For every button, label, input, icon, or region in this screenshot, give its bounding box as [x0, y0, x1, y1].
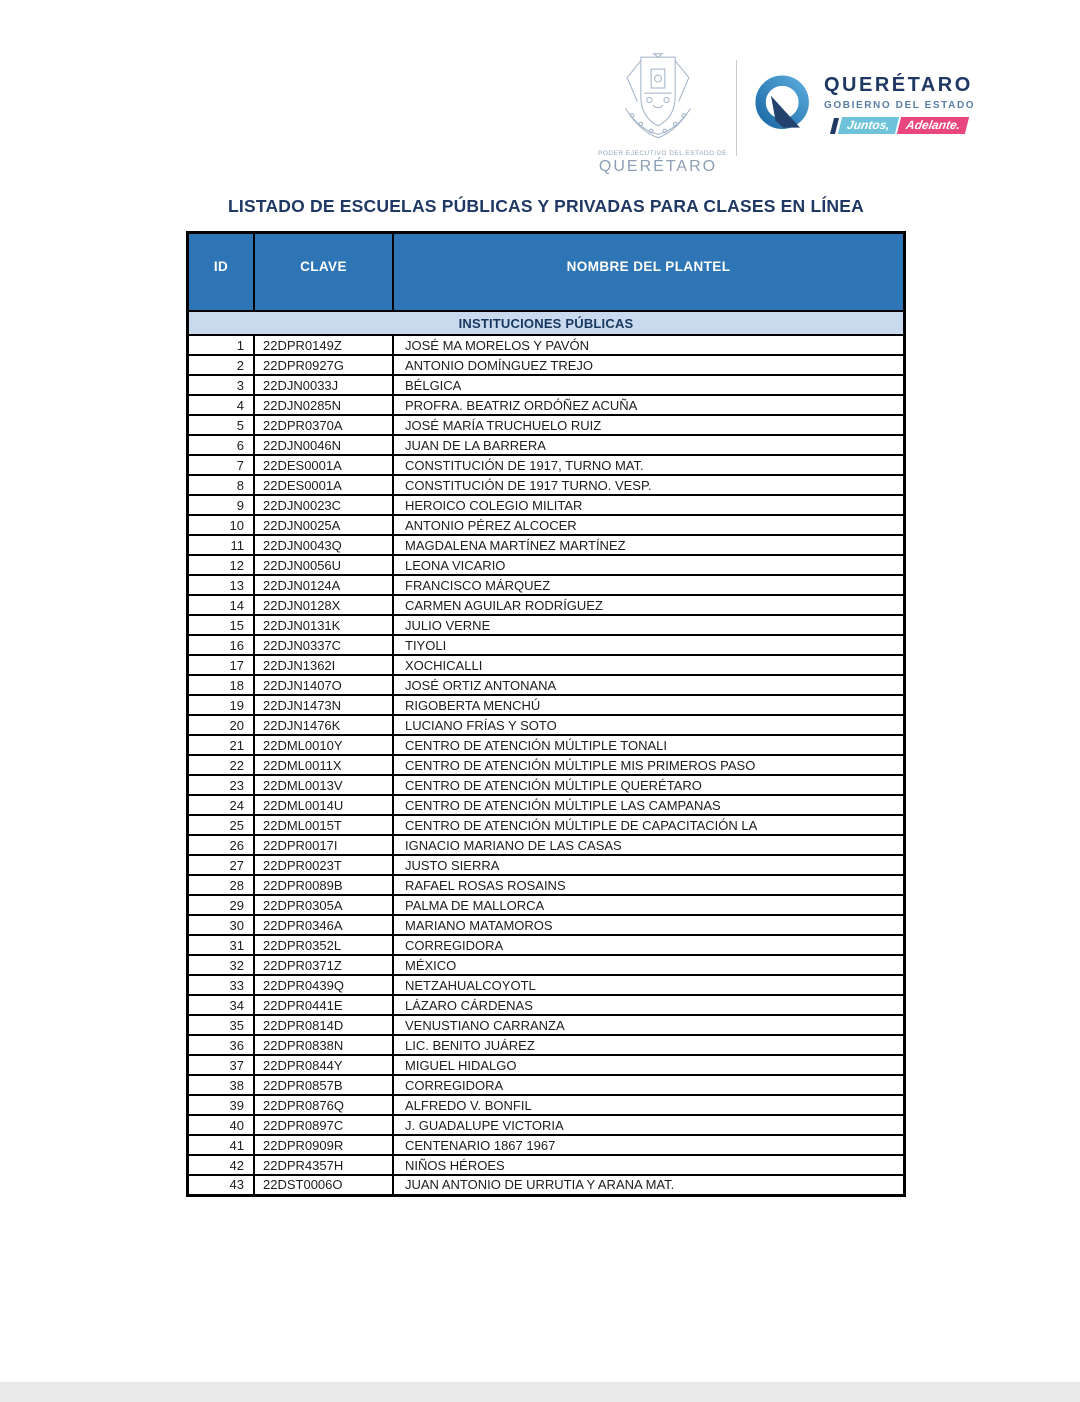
row-clave: 22DPR0089B	[254, 875, 393, 895]
brand-subtitle: GOBIERNO DEL ESTADO	[824, 100, 976, 111]
section-title: INSTITUCIONES PÚBLICAS	[188, 311, 905, 335]
table-row	[188, 915, 905, 935]
row-id: 40	[188, 1115, 255, 1135]
row-nombre: LUCIANO FRÍAS Y SOTO	[393, 715, 905, 735]
row-clave: 22DES0001A	[254, 475, 393, 495]
row-id: 29	[188, 895, 255, 915]
row-nombre: LIC. BENITO JUÁREZ	[393, 1035, 905, 1055]
row-id: 28	[188, 875, 255, 895]
table-row	[188, 375, 905, 395]
row-nombre: CENTRO DE ATENCIÓN MÚLTIPLE TONALI	[393, 735, 905, 755]
row-nombre: JULIO VERNE	[393, 615, 905, 635]
table-row	[188, 455, 905, 475]
row-nombre: XOCHICALLI	[393, 655, 905, 675]
table-row	[188, 715, 905, 735]
row-nombre: ANTONIO PÉREZ ALCOCER	[393, 515, 905, 535]
row-nombre: MAGDALENA MARTÍNEZ MARTÍNEZ	[393, 535, 905, 555]
row-id: 8	[188, 475, 255, 495]
row-clave: 22DML0015T	[254, 815, 393, 835]
row-clave: 22DPR0149Z	[254, 335, 393, 355]
row-clave: 22DJN1407O	[254, 675, 393, 695]
row-clave: 22DPR0897C	[254, 1115, 393, 1135]
row-id: 2	[188, 355, 255, 375]
state-crest-block	[598, 52, 727, 176]
brand-name: QUERÉTARO	[824, 74, 973, 96]
row-nombre: IGNACIO MARIANO DE LAS CASAS	[393, 835, 905, 855]
row-nombre: MIGUEL HIDALGO	[393, 1055, 905, 1075]
table-row	[188, 595, 905, 615]
row-nombre: VENUSTIANO CARRANZA	[393, 1015, 905, 1035]
table-row	[188, 795, 905, 815]
table-row	[188, 475, 905, 495]
row-nombre: HEROICO COLEGIO MILITAR	[393, 495, 905, 515]
row-nombre: JUAN ANTONIO DE URRUTIA Y ARANA MAT.	[393, 1175, 905, 1195]
row-clave: 22DJN0337C	[254, 635, 393, 655]
row-id: 31	[188, 935, 255, 955]
table-row	[188, 775, 905, 795]
column-header-nombre: NOMBRE DEL PLANTEL	[393, 233, 905, 312]
table-row	[188, 615, 905, 635]
row-nombre: CENTRO DE ATENCIÓN MÚLTIPLE MIS PRIMEROS PASO	[393, 755, 905, 775]
row-id: 21	[188, 735, 255, 755]
table-row	[188, 675, 905, 695]
row-clave: 22DJN0025A	[254, 515, 393, 535]
row-nombre: J. GUADALUPE VICTORIA	[393, 1115, 905, 1135]
row-nombre: CARMEN AGUILAR RODRÍGUEZ	[393, 595, 905, 615]
queretaro-q-logo-icon	[755, 74, 815, 143]
table-row	[188, 395, 905, 415]
row-nombre: MARIANO MATAMOROS	[393, 915, 905, 935]
table-row	[188, 655, 905, 675]
row-clave: 22DJN1473N	[254, 695, 393, 715]
row-clave: 22DPR0844Y	[254, 1055, 393, 1075]
row-clave: 22DJN0128X	[254, 595, 393, 615]
row-clave: 22DPR0023T	[254, 855, 393, 875]
page-header	[598, 52, 998, 192]
row-clave: 22DPR0352L	[254, 935, 393, 955]
table-row	[188, 335, 905, 355]
row-id: 39	[188, 1095, 255, 1115]
row-nombre: LÁZARO CÁRDENAS	[393, 995, 905, 1015]
row-id: 33	[188, 975, 255, 995]
row-id: 18	[188, 675, 255, 695]
column-header-clave: CLAVE	[254, 233, 393, 312]
row-id: 30	[188, 915, 255, 935]
row-id: 20	[188, 715, 255, 735]
row-id: 24	[188, 795, 255, 815]
row-id: 43	[188, 1175, 255, 1195]
row-clave: 22DJN0285N	[254, 395, 393, 415]
table-row	[188, 695, 905, 715]
table-row	[188, 1115, 905, 1135]
table-row	[188, 835, 905, 855]
row-clave: 22DJN1362I	[254, 655, 393, 675]
row-clave: 22DPR0017I	[254, 835, 393, 855]
table-row	[188, 435, 905, 455]
row-nombre: NIÑOS HÉROES	[393, 1155, 905, 1175]
row-id: 7	[188, 455, 255, 475]
row-id: 15	[188, 615, 255, 635]
table-row	[188, 535, 905, 555]
row-id: 19	[188, 695, 255, 715]
row-id: 12	[188, 555, 255, 575]
row-id: 6	[188, 435, 255, 455]
table-row	[188, 755, 905, 775]
row-clave: 22DES0001A	[254, 455, 393, 475]
row-nombre: ANTONIO DOMÍNGUEZ TREJO	[393, 355, 905, 375]
row-nombre: LEONA VICARIO	[393, 555, 905, 575]
row-nombre: JOSÉ ORTIZ ANTONANA	[393, 675, 905, 695]
row-nombre: CORREGIDORA	[393, 935, 905, 955]
row-id: 17	[188, 655, 255, 675]
table-row	[188, 995, 905, 1015]
table-row	[188, 1155, 905, 1175]
row-nombre: RIGOBERTA MENCHÚ	[393, 695, 905, 715]
row-clave: 22DJN0023C	[254, 495, 393, 515]
row-clave: 22DST0006O	[254, 1175, 393, 1195]
row-nombre: PROFRA. BEATRIZ ORDÓÑEZ ACUÑA	[393, 395, 905, 415]
schools-table	[186, 231, 906, 1197]
row-nombre: BÉLGICA	[393, 375, 905, 395]
government-brand-block	[755, 52, 975, 143]
crest-caption-small: PODER EJECUTIVO DEL ESTADO DE	[598, 150, 727, 157]
row-clave: 22DPR0838N	[254, 1035, 393, 1055]
row-clave: 22DJN1476K	[254, 715, 393, 735]
table-row	[188, 555, 905, 575]
table-row	[188, 1175, 905, 1195]
logo-divider	[736, 60, 737, 156]
row-nombre: CONSTITUCIÓN DE 1917 TURNO. VESP.	[393, 475, 905, 495]
row-clave: 22DPR0346A	[254, 915, 393, 935]
table-row	[188, 1055, 905, 1075]
row-id: 34	[188, 995, 255, 1015]
row-clave: 22DPR0439Q	[254, 975, 393, 995]
row-nombre: JOSÉ MARÍA TRUCHUELO RUIZ	[393, 415, 905, 435]
row-nombre: PALMA DE MALLORCA	[393, 895, 905, 915]
table-row	[188, 975, 905, 995]
table-row	[188, 495, 905, 515]
row-id: 22	[188, 755, 255, 775]
row-id: 37	[188, 1055, 255, 1075]
table-row	[188, 815, 905, 835]
crest-caption-large: QUERÉTARO	[598, 158, 718, 175]
row-nombre: FRANCISCO MÁRQUEZ	[393, 575, 905, 595]
row-id: 9	[188, 495, 255, 515]
section-row	[188, 311, 905, 335]
row-clave: 22DML0011X	[254, 755, 393, 775]
table-row	[188, 1095, 905, 1115]
table-row	[188, 735, 905, 755]
table-row	[188, 855, 905, 875]
table-row	[188, 635, 905, 655]
row-id: 11	[188, 535, 255, 555]
table-row	[188, 575, 905, 595]
row-id: 26	[188, 835, 255, 855]
row-clave: 22DPR0441E	[254, 995, 393, 1015]
row-id: 16	[188, 635, 255, 655]
row-nombre: CENTENARIO 1867 1967	[393, 1135, 905, 1155]
row-nombre: TIYOLI	[393, 635, 905, 655]
row-clave: 22DJN0056U	[254, 555, 393, 575]
row-id: 4	[188, 395, 255, 415]
row-id: 36	[188, 1035, 255, 1055]
tagline-juntos: Juntos,	[838, 117, 899, 134]
row-id: 35	[188, 1015, 255, 1035]
queretaro-crest-icon	[598, 52, 718, 148]
row-clave: 22DML0014U	[254, 795, 393, 815]
table-row	[188, 1135, 905, 1155]
row-id: 14	[188, 595, 255, 615]
table-header	[188, 233, 905, 312]
table-body	[188, 335, 905, 1195]
row-id: 23	[188, 775, 255, 795]
row-id: 38	[188, 1075, 255, 1095]
row-clave: 22DPR0814D	[254, 1015, 393, 1035]
row-nombre: ALFREDO V. BONFIL	[393, 1095, 905, 1115]
row-clave: 22DPR0305A	[254, 895, 393, 915]
row-id: 42	[188, 1155, 255, 1175]
row-id: 32	[188, 955, 255, 975]
row-nombre: CORREGIDORA	[393, 1075, 905, 1095]
row-clave: 22DJN0043Q	[254, 535, 393, 555]
row-clave: 22DJN0131K	[254, 615, 393, 635]
row-nombre: CENTRO DE ATENCIÓN MÚLTIPLE DE CAPACITACIÓN LA	[393, 815, 905, 835]
row-clave: 22DJN0124A	[254, 575, 393, 595]
row-id: 3	[188, 375, 255, 395]
row-nombre: CONSTITUCIÓN DE 1917, TURNO MAT.	[393, 455, 905, 475]
table-row	[188, 1035, 905, 1055]
row-clave: 22DPR0370A	[254, 415, 393, 435]
row-nombre: CENTRO DE ATENCIÓN MÚLTIPLE LAS CAMPANAS	[393, 795, 905, 815]
row-id: 25	[188, 815, 255, 835]
table-row	[188, 1015, 905, 1035]
row-id: 41	[188, 1135, 255, 1155]
table-row	[188, 935, 905, 955]
row-clave: 22DJN0046N	[254, 435, 393, 455]
brand-tagline	[832, 117, 975, 134]
row-id: 13	[188, 575, 255, 595]
row-nombre: MÉXICO	[393, 955, 905, 975]
row-nombre: JOSÉ MA MORELOS Y PAVÓN	[393, 335, 905, 355]
table-row	[188, 355, 905, 375]
row-clave: 22DPR0857B	[254, 1075, 393, 1095]
row-id: 5	[188, 415, 255, 435]
table-row	[188, 895, 905, 915]
table-row	[188, 875, 905, 895]
row-clave: 22DPR0876Q	[254, 1095, 393, 1115]
row-nombre: CENTRO DE ATENCIÓN MÚLTIPLE QUERÉTARO	[393, 775, 905, 795]
row-id: 1	[188, 335, 255, 355]
row-clave: 22DJN0033J	[254, 375, 393, 395]
row-clave: 22DPR0371Z	[254, 955, 393, 975]
table-row	[188, 515, 905, 535]
footer-scrollbar-track[interactable]	[0, 1382, 1080, 1402]
row-id: 27	[188, 855, 255, 875]
tagline-adelante: Adelante.	[897, 117, 969, 134]
row-clave: 22DPR0927G	[254, 355, 393, 375]
row-nombre: NETZAHUALCOYOTL	[393, 975, 905, 995]
column-header-id: ID	[188, 233, 255, 312]
row-id: 10	[188, 515, 255, 535]
row-clave: 22DPR4357H	[254, 1155, 393, 1175]
page-title: LISTADO DE ESCUELAS PÚBLICAS Y PRIVADAS PARA CLASES EN LÍNEA	[228, 196, 864, 216]
table-row	[188, 1075, 905, 1095]
row-nombre: JUSTO SIERRA	[393, 855, 905, 875]
row-clave: 22DML0013V	[254, 775, 393, 795]
row-clave: 22DPR0909R	[254, 1135, 393, 1155]
row-clave: 22DML0010Y	[254, 735, 393, 755]
row-nombre: RAFAEL ROSAS ROSAINS	[393, 875, 905, 895]
row-nombre: JUAN DE LA BARRERA	[393, 435, 905, 455]
table-row	[188, 955, 905, 975]
table-row	[188, 415, 905, 435]
